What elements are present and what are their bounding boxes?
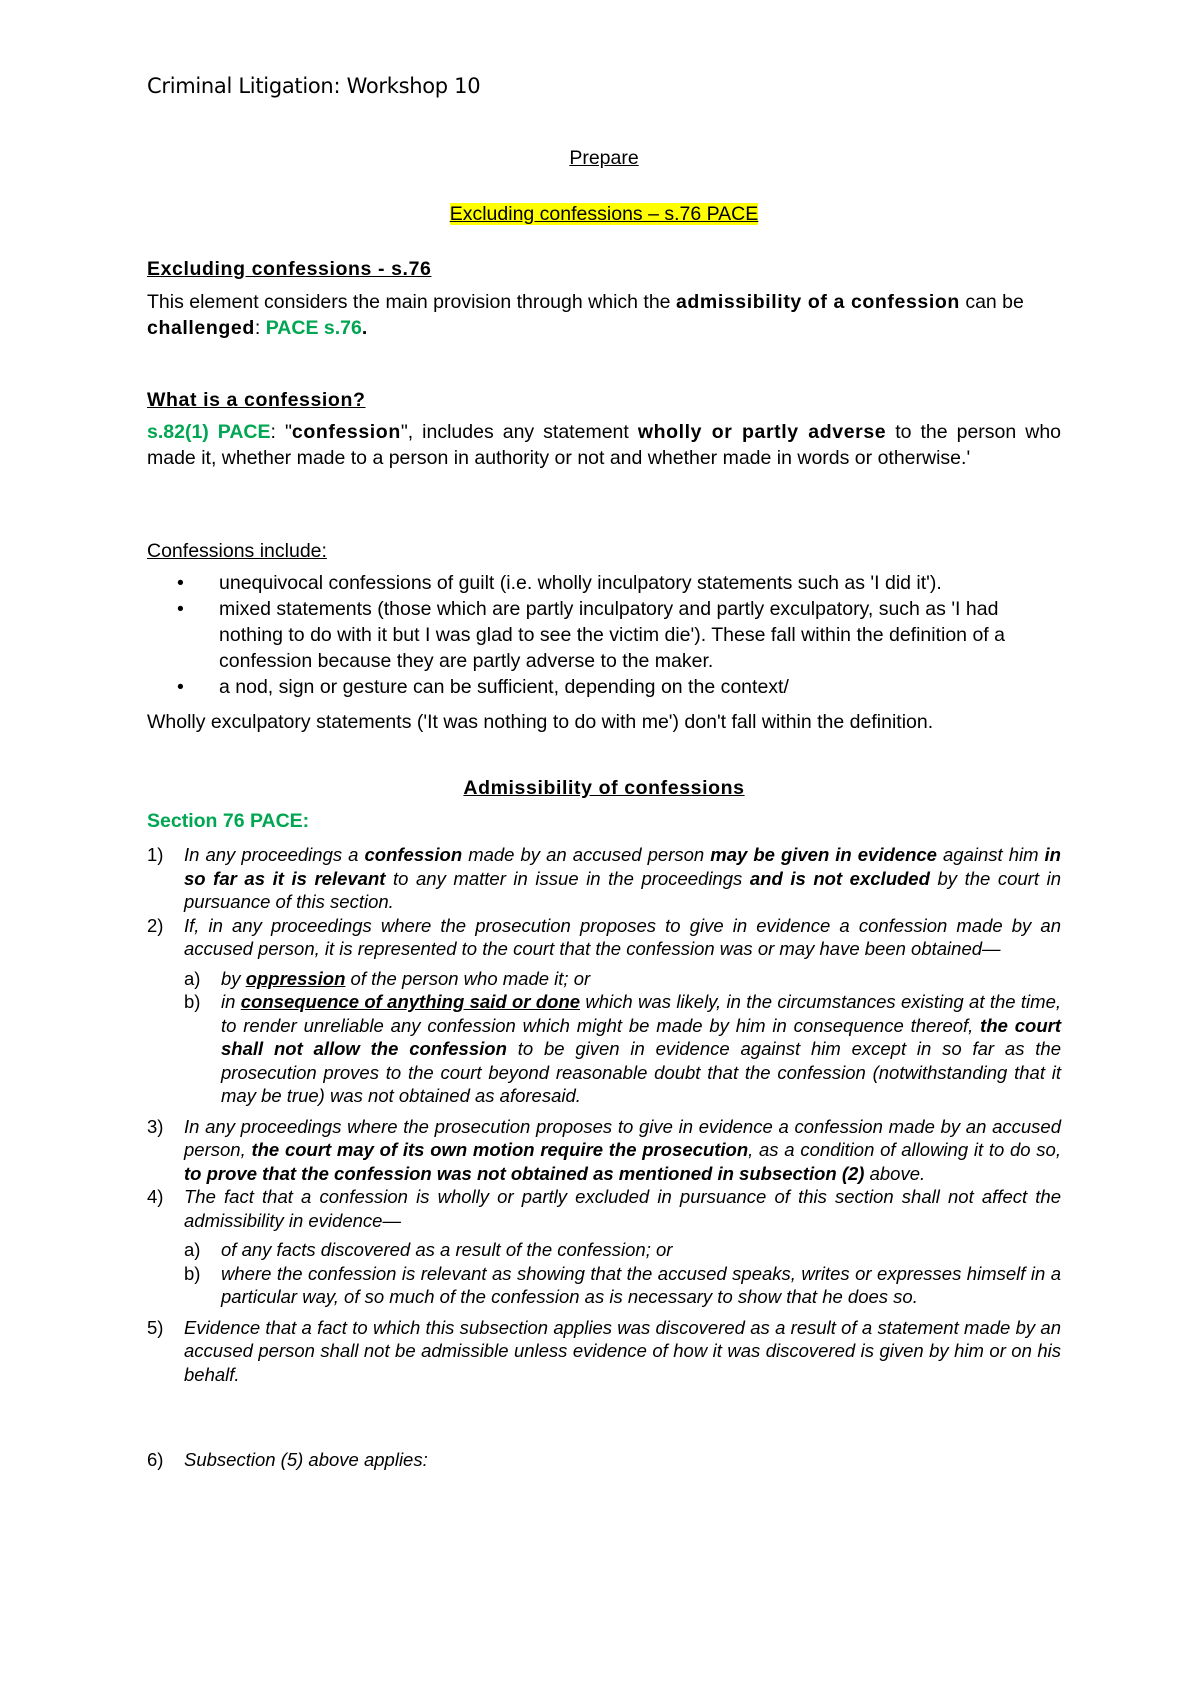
exculpatory-note: Wholly exculpatory statements ('It was nothing to do with me') don't fall within the definition. xyxy=(147,711,934,733)
subsection-5: 5) Evidence that a fact to which this subsection applies was discovered as a result of a statement made by an accused person shall not be admissible unless evidence of how it was discovered is given by him or on his behalf. xyxy=(147,1316,1061,1385)
list-item: • mixed statements (those which are partly inculpatory and partly exculpatory, such as 'I had nothing to do with it but I was glad to see the victim die'). These fall within the definition of a confession because they are partly adverse to the maker. xyxy=(177,598,1005,672)
bullet-icon: • xyxy=(177,676,184,698)
section76-heading: Section 76 PACE: xyxy=(147,810,310,832)
subsection-1: 1) In any proceedings a confession made by an accused person may be given in evidence against him in so far as it is relevant to any matter in issue in the proceedings and is not excluded by the court in pursuance of this section. xyxy=(147,844,1062,912)
document-header: Criminal Litigation: Workshop 10 xyxy=(147,74,481,98)
prepare-label: Prepare xyxy=(569,147,639,169)
excluding-banner xyxy=(147,201,1061,227)
subsection-2b: b) in consequence of anything said or done which was likely, in the circumstances existing at the time, to render unreliable any confession which might be made by him in consequence thereof, the court shall not allow the confession to be given in evidence against him except in so far as the prosecution proves to the court beyond reasonable doubt that the confession (notwithstanding that it may be true) was not obtained as aforesaid. xyxy=(184,991,1062,1106)
excluding-subheading: Excluding confessions - s.76 xyxy=(147,258,432,280)
subsection-2: 2) If, in any proceedings where the prosecution proposes to give in evidence a confession made by an accused person, it is represented to the court that the confession was or may have been obtained— xyxy=(147,914,1061,959)
prepare-heading xyxy=(147,145,1061,171)
subsection-2a: a) by oppression of the person who made it; or xyxy=(184,967,591,989)
definition-paragraph: s.82(1) PACE: "confession", includes any statement wholly or partly adverse to the person who made it, whether made to a person in authority or not and whether made in words or otherwise.' xyxy=(147,421,1062,469)
confessions-list xyxy=(147,570,1061,700)
admissibility-heading: Admissibility of confessions xyxy=(463,777,745,799)
list-item: • unequivocal confessions of guilt (i.e. wholly inculpatory statements such as 'I did it'). xyxy=(177,572,942,594)
excluding-banner-label: Excluding confessions – s.76 PACE xyxy=(449,203,759,225)
statute-text xyxy=(147,843,1061,1472)
confessions-include-label: Confessions include: xyxy=(147,540,327,562)
subsection-4b: b) where the confession is relevant as showing that the accused speaks, writes or expresses himself in a particular way, of so much of the confession as is necessary to show that he does so. xyxy=(184,1262,1061,1307)
subsection-6: 6) Subsection (5) above applies: xyxy=(147,1449,428,1470)
subsection-4a: a) of any facts discovered as a result of the confession; or xyxy=(184,1239,673,1260)
bullet-icon: • xyxy=(177,598,184,620)
what-is-heading: What is a confession? xyxy=(147,389,366,411)
intro-paragraph: This element considers the main provision through which the admissibility of a confession can be challenged: PACE s.76. xyxy=(147,291,1024,339)
subsection-3: 3) In any proceedings where the prosecution proposes to give in evidence a confession made by an accused person, the court may of its own motion require the prosecution, as a condition of allowing it to do so, to prove that the confession was not obtained as mentioned in subsection (2) above. xyxy=(147,1115,1061,1184)
subsection-4: 4) The fact that a confession is wholly or partly excluded in pursuance of this section shall not affect the admissibility in evidence— xyxy=(147,1186,1061,1231)
list-item: • a nod, sign or gesture can be sufficient, depending on the context/ xyxy=(177,676,789,698)
bullet-icon: • xyxy=(177,572,184,594)
